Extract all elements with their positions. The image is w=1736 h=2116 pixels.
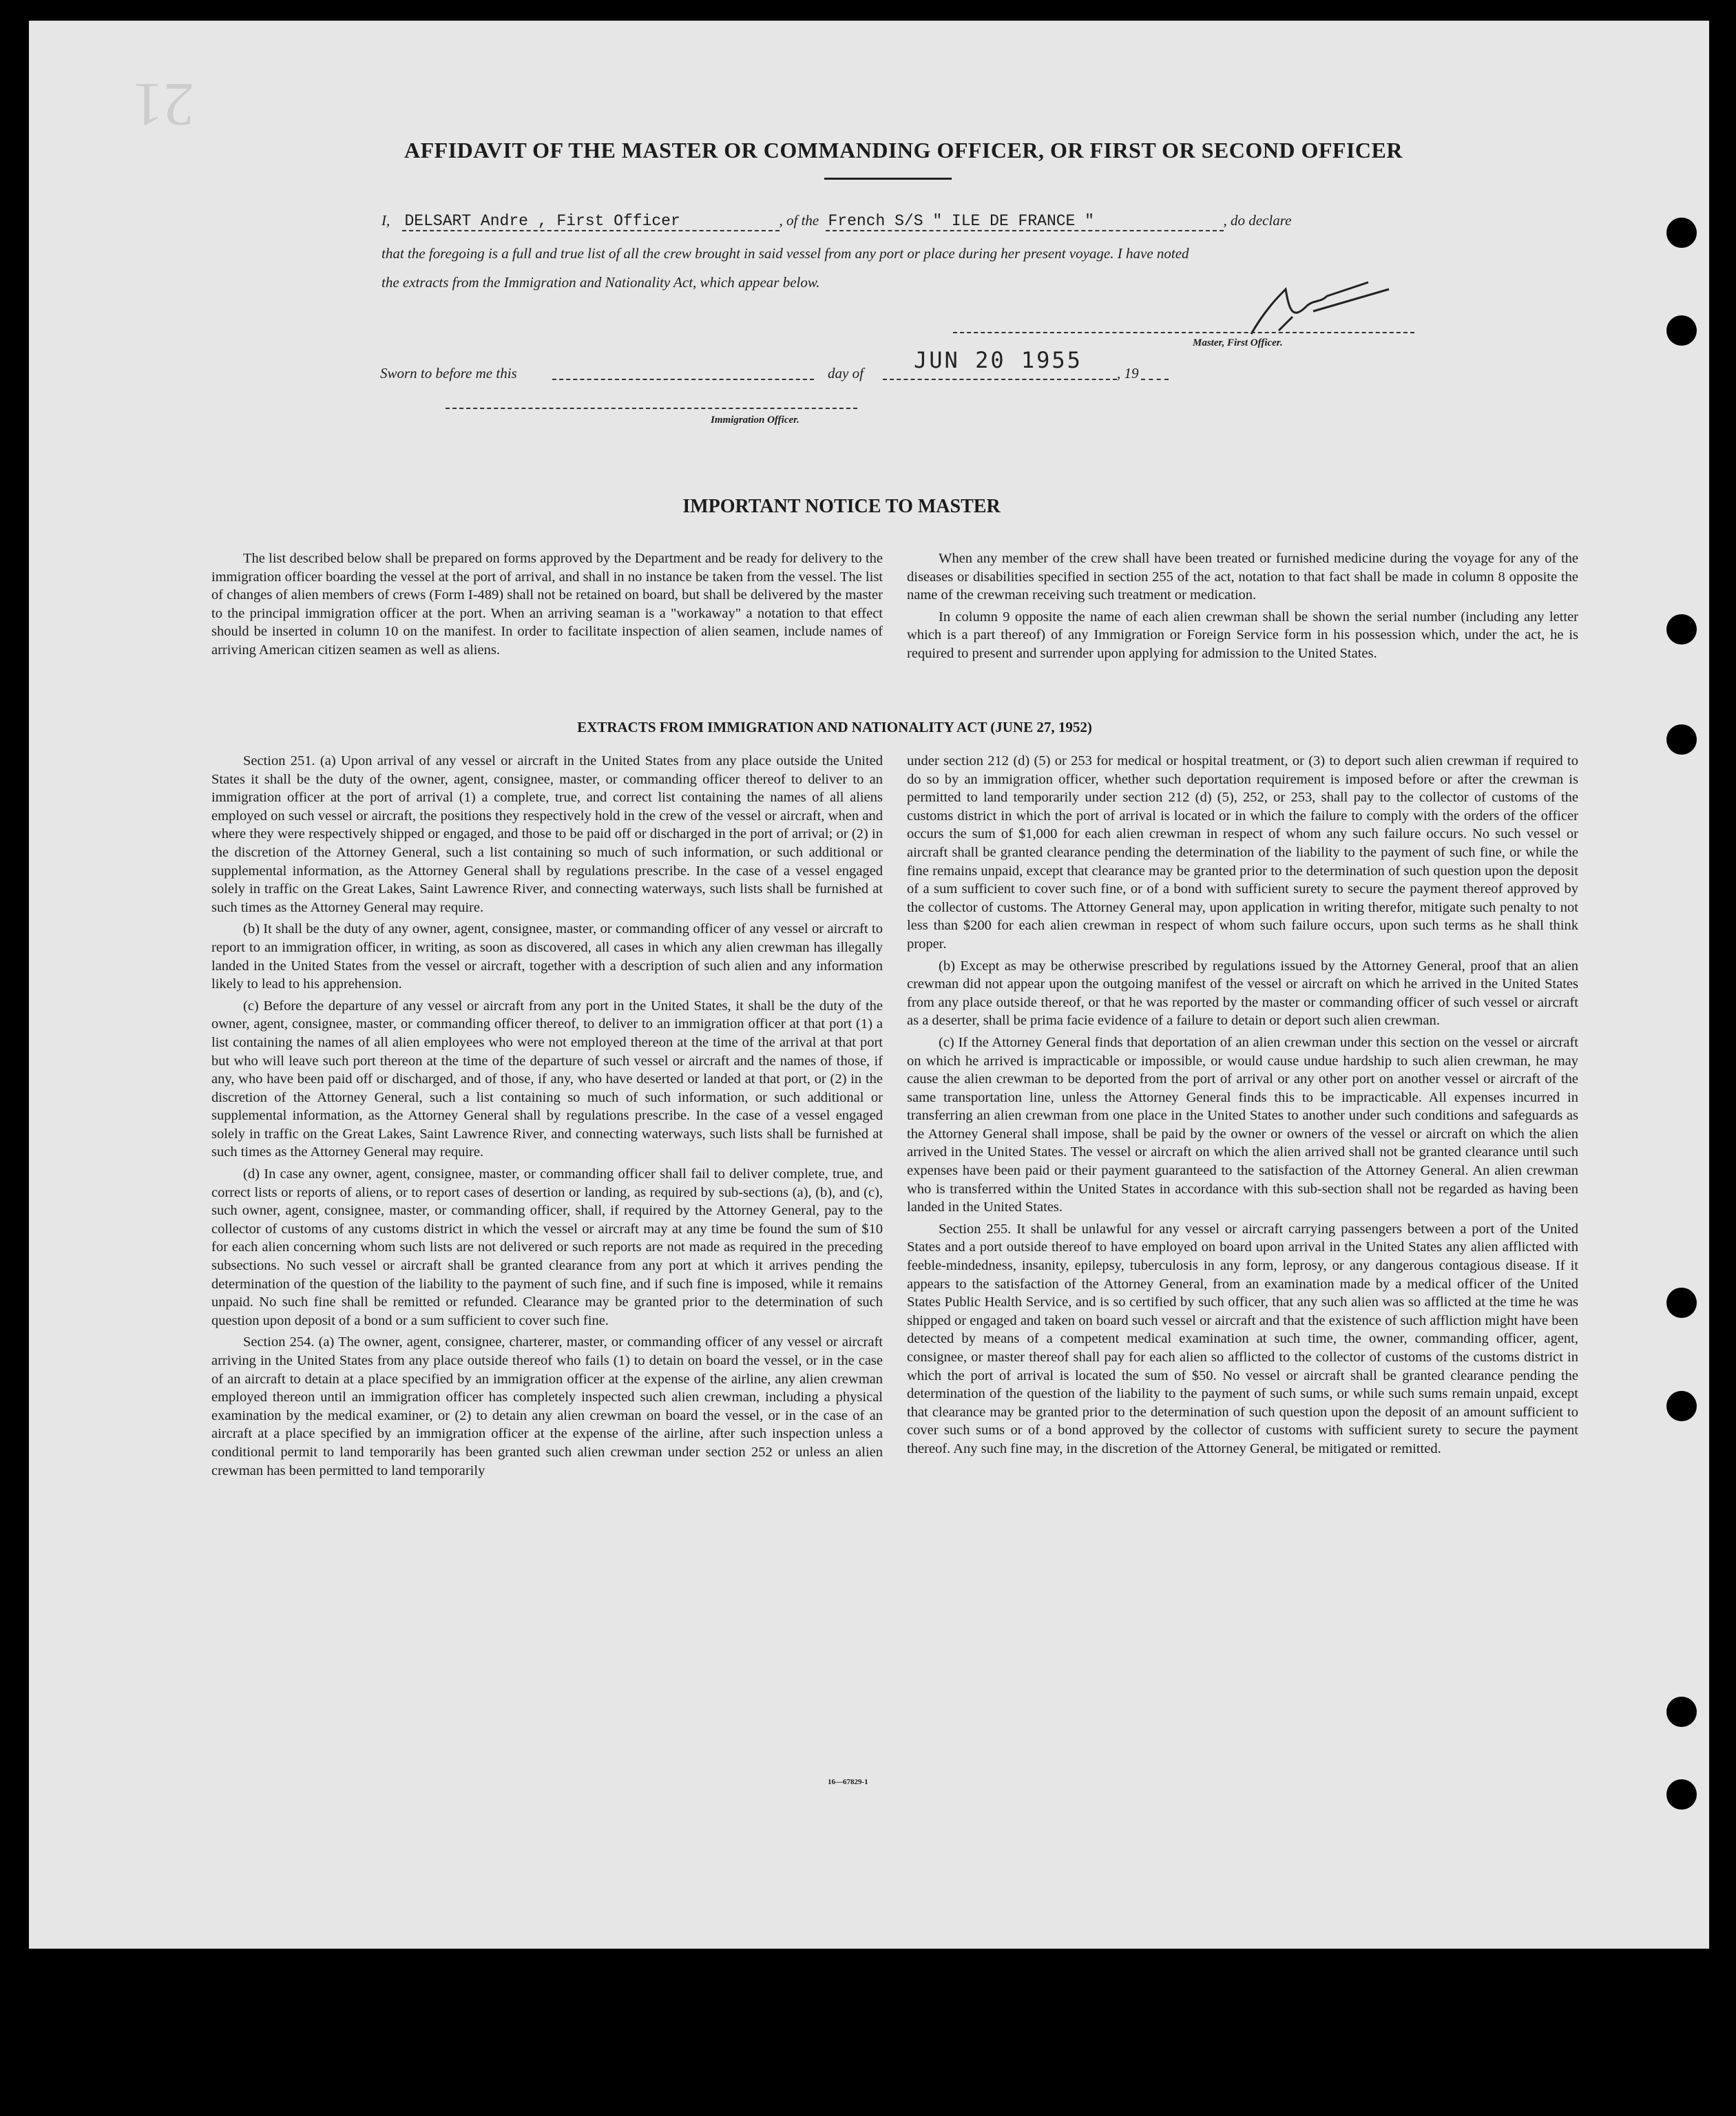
page-mark: 21	[132, 70, 194, 138]
declaration-line-2: that the foregoing is a full and true list of all the crew brought in said vessel from any port or place during her present voyage. I have noted	[381, 245, 1189, 262]
declare-text: , do declare	[1223, 212, 1292, 229]
binder-hole	[1666, 315, 1697, 346]
vessel-name-field: French S/S " ILE DE FRANCE "	[826, 212, 1224, 231]
declaration-prefix: I,	[381, 212, 390, 229]
year-blank	[1141, 379, 1169, 380]
declaration-line-1	[381, 212, 1291, 231]
section-paragraph: (b) It shall be the duty of any owner, agent, consignee, master, or commanding officer of any vessel or aircraft to report to an immigration officer, in writing, as soon as discovered, all cases in which any alien crewman has illegally landed in the United States from the vessel or aircraft, together with a description of such alien and any information likely to lead to his apprehension.	[211, 921, 883, 992]
section-paragraph: (c) Before the departure of any vessel or aircraft from any port in the United States, it shall be the duty of the owner, agent, consignee, master, or commanding officer thereof, to deliver to an immigration officer at that port (1) a list containing the names of all alien employees who were not employed thereon at the time of the arrival at that port but who will leave such port thereon at the time of the departure of such vessel or aircraft and the names of those, if any, who have been paid off or discharged, and of those, if any, who have deserted or landed at that port, or (2) in the discretion of the Attorney General, such a list containing so much of such information, or such additional or supplemental information, as the Attorney General shall by regulations prescribe. In the case of a vessel engaged solely in traffic on the Great Lakes, Saint Lawrence River, and connecting waterways, such lists shall be furnished at such times as the Attorney General may require.	[211, 998, 883, 1160]
binder-hole	[1666, 1288, 1697, 1318]
notice-paragraph: When any member of the crew shall have been treated or furnished medicine during the voyage for any of the diseases or disabilities specified in section 255 of the act, notation to that fact shall be made in column 8 opposite the name of the crewman receiving such treatment or medication.	[907, 551, 1578, 603]
notice-right-column	[907, 549, 1578, 667]
day-of-label: day of	[828, 365, 864, 381]
section-paragraph: Section 251. (a) Upon arrival of any vessel or aircraft in the United States from any place outside the United States it shall be the duty of the owner, agent, consignee, master, or commanding officer thereof to deliver to an immigration officer at the port of arrival (1) a complete, true, and correct list containing the names of all aliens employed on such vessel or aircraft, the positions they respectively hold in the crew of the vessel or aircraft, when and where they were respectively shipped or engaged, and those to be paid off or discharged in the port of arrival; or (2) in the discretion of the Attorney General, such a list containing so much of such information, or such additional or supplemental information, as the Attorney General shall by regulations prescribe. In the case of a vessel engaged solely in traffic on the Great Lakes, Saint Lawrence River, and connecting waterways, such lists shall be furnished at such times as the Attorney General may require.	[211, 753, 883, 915]
section-paragraph: (c) If the Attorney General finds that deportation of an alien crewman under this section on the vessel or aircraft on which he arrived is impracticable or impossible, or would cause undue hardship to such alien crewman, he may cause the alien crewman to be deported from the port of arrival or any other port on another vessel or aircraft of the same transportation line, unless the Attorney General finds this to be impracticable. All expenses incurred in transferring an alien crewman from one place in the United States to another under such conditions and safeguards as the Attorney General shall impose, shall be paid by the owner or owners of the vessel or aircraft on which the alien arrived in the United States. The vessel or aircraft on which the alien arrived shall not be granted clearance until such expenses have been paid or their payment guaranteed to the satisfaction of the Attorney General. An alien crewman who is transferred within the United States in accordance with this sub-section shall not be regarded as having been landed in the United States.	[907, 1034, 1578, 1215]
notice-heading: IMPORTANT NOTICE TO MASTER	[682, 496, 1001, 517]
section-paragraph: (d) In case any owner, agent, consignee, master, or commanding officer shall fail to deliver complete, true, and correct lists or reports of aliens, or to report cases of desertion or landing, as required by sub-sections (a), (b), and (c), such owner, agent, consignee, master, or commanding officer, shall, if required by the Attorney General, pay to the collector of customs of any customs district in which the vessel or aircraft may at any time be found the sum of $10 for each alien concerning whom such lists are not delivered or such reports are not made as required in the preceding subsections. No such vessel or aircraft shall be granted clearance from any port at which it arrives pending the determination of the question of the liability to the payment of such fine, and if such fine is imposed, while it remains unpaid. No such fine shall be remitted or refunded. Clearance may be granted prior to the determination of such question upon deposit of a bond or a sum sufficient to cover such fine.	[211, 1166, 883, 1328]
extracts-heading: EXTRACTS FROM IMMIGRATION AND NATIONALITY ACT (JUNE 27, 1952)	[577, 719, 1092, 735]
section-paragraph: under section 212 (d) (5) or 253 for medical or hospital treatment, or (3) to deport such alien crewman if required to do so by an immigration officer, whether such deportation requirement is imposed before or after the crewman is permitted to land temporarily under section 212 (d) (5), 252, or 253, shall pay to the collector of customs of the customs district in which the port of arrival is located or in which the failure to comply with the orders of the officer occurs the sum of $1,000 for each alien crewman in respect of whom any such failure occurs. No such vessel or aircraft shall be granted clearance pending the determination of the liability to the payment of such fine, or while the fine remains unpaid, except that clearance may be granted prior to the determination of such question upon the deposit of a sum sufficient to cover such fine, or of a bond with sufficient surety to secure the payment thereof approved by the collector of customs. The Attorney General may, upon application in writing therefor, mitigate such penalty to not less than $200 for each alien crewman in respect of whom such failure occurs, upon such terms as he shall think proper.	[907, 753, 1578, 952]
form-number: 16—67829-1	[828, 1778, 868, 1786]
sworn-label: Sworn to before me this	[380, 365, 517, 381]
title-underline	[824, 178, 952, 180]
binder-hole	[1666, 1391, 1697, 1421]
year-label: , 19	[1117, 365, 1139, 381]
extracts-right-column	[907, 752, 1578, 1462]
declaration-line-3: the extracts from the Immigration and Nationality Act, which appear below.	[381, 274, 820, 291]
section-paragraph: (b) Except as may be otherwise prescribed by regulations issued by the Attorney General, proof that an alien crewman did not appear upon the outgoing manifest of the vessel or aircraft on which he arrived in the United States from any place outside thereof, or that he was reported by the master or commanding officer of such vessel or aircraft as a deserter, shall be prima facie evidence of a failure to detain or deport such alien crewman.	[907, 958, 1578, 1029]
extracts-left-column	[211, 752, 883, 1483]
officer-caption: Master, First Officer.	[1193, 337, 1283, 348]
notice-left-column	[211, 549, 883, 663]
binder-hole	[1666, 1779, 1697, 1810]
section-paragraph: Section 255. It shall be unlawful for any vessel or aircraft carrying passengers between a port of the United States and a port outside thereof to have employed on board upon arrival in the United States any alien afflicted with feeble-mindedness, insanity, epilepsy, tuberculosis in any form, leprosy, or any dangerous contagious disease. If it appears to the satisfaction of the Attorney General, from an examination made by a medical officer of the United States Public Health Service, and is so certified by such officer, that any such alien was so afflicted at the time he was shipped or engaged and taken on board such vessel or aircraft and that the existence of such affliction might have been detected by means of a competent medical examination at such time, the owner, commanding officer, agent, consignee, or master thereof shall pay for each alien so afflicted to the collector of customs of the customs district in which the port of arrival is located the sum of $50. No vessel or aircraft shall be granted clearance pending the determination of the question of the liability to the payment of such sums, or while such sums remain unpaid, except that clearance may be granted prior to the determination of such question upon the deposit of an amount sufficient to cover such sums or of a bond approved by the collector of customs with sufficient surety to secure the payment thereof. Any such fine may, in the discretion of the Attorney General, be mitigated or remitted.	[907, 1221, 1578, 1456]
officer-name-field: DELSART Andre , First Officer	[402, 212, 780, 231]
binder-hole	[1666, 218, 1697, 248]
date-stamp: JUN 20 1955	[914, 347, 1083, 373]
binder-hole	[1666, 614, 1697, 645]
affidavit-page	[29, 21, 1709, 1949]
notice-paragraph: In column 9 opposite the name of each alien crewman shall be shown the serial number (including any letter which is a part thereof) of any Immigration or Foreign Service form in his possession which, under the act, he is required to present and surrender upon applying for admission to the United States.	[907, 609, 1578, 661]
sworn-month-blank	[883, 379, 1117, 380]
signature-line	[953, 332, 1414, 333]
sworn-day-blank	[552, 379, 814, 380]
immigration-officer-caption: Immigration Officer.	[711, 415, 799, 426]
binder-hole	[1666, 1697, 1697, 1727]
affidavit-title: AFFIDAVIT OF THE MASTER OR COMMANDING OFFICER, OR FIRST OR SECOND OFFICER	[404, 138, 1403, 163]
of-the-text: , of the	[779, 212, 819, 229]
section-paragraph: Section 254. (a) The owner, agent, consignee, charterer, master, or commanding officer of any vessel or aircraft arriving in the United States from any place outside thereof who fails (1) to detain on board the vessel, or in the case of an aircraft to detain at a place specified by an immigration officer at the expense of the airline, any alien crewman employed thereon until an immigration officer has completely inspected such alien crewman, including a physical examination by the medical examiner, or (2) to detain any alien crewman on board the vessel, or in the case of an aircraft at a place specified by an immigration officer at the expense of the airline, after such inspection unless a conditional permit to land temporarily has been granted such alien crewman under section 252 or unless an alien crewman has been permitted to land temporarily	[211, 1334, 883, 1478]
immigration-officer-line	[446, 408, 857, 409]
binder-hole	[1666, 724, 1697, 755]
notice-paragraph: The list described below shall be prepared on forms approved by the Department and be ready for delivery to the immigration officer boarding the vessel at the port of arrival, and shall in no instance be taken from the vessel. The list of changes of alien members of crews (Form I-489) shall not be retained on board, but shall be delivered by the master to the principal immigration officer at the port. When an arriving seaman is a "workaway" a notation to that effect should be inserted in column 10 on the manifest. In order to facilitate inspection of alien seamen, include names of arriving American citizen seamen as well as aliens.	[211, 551, 883, 658]
